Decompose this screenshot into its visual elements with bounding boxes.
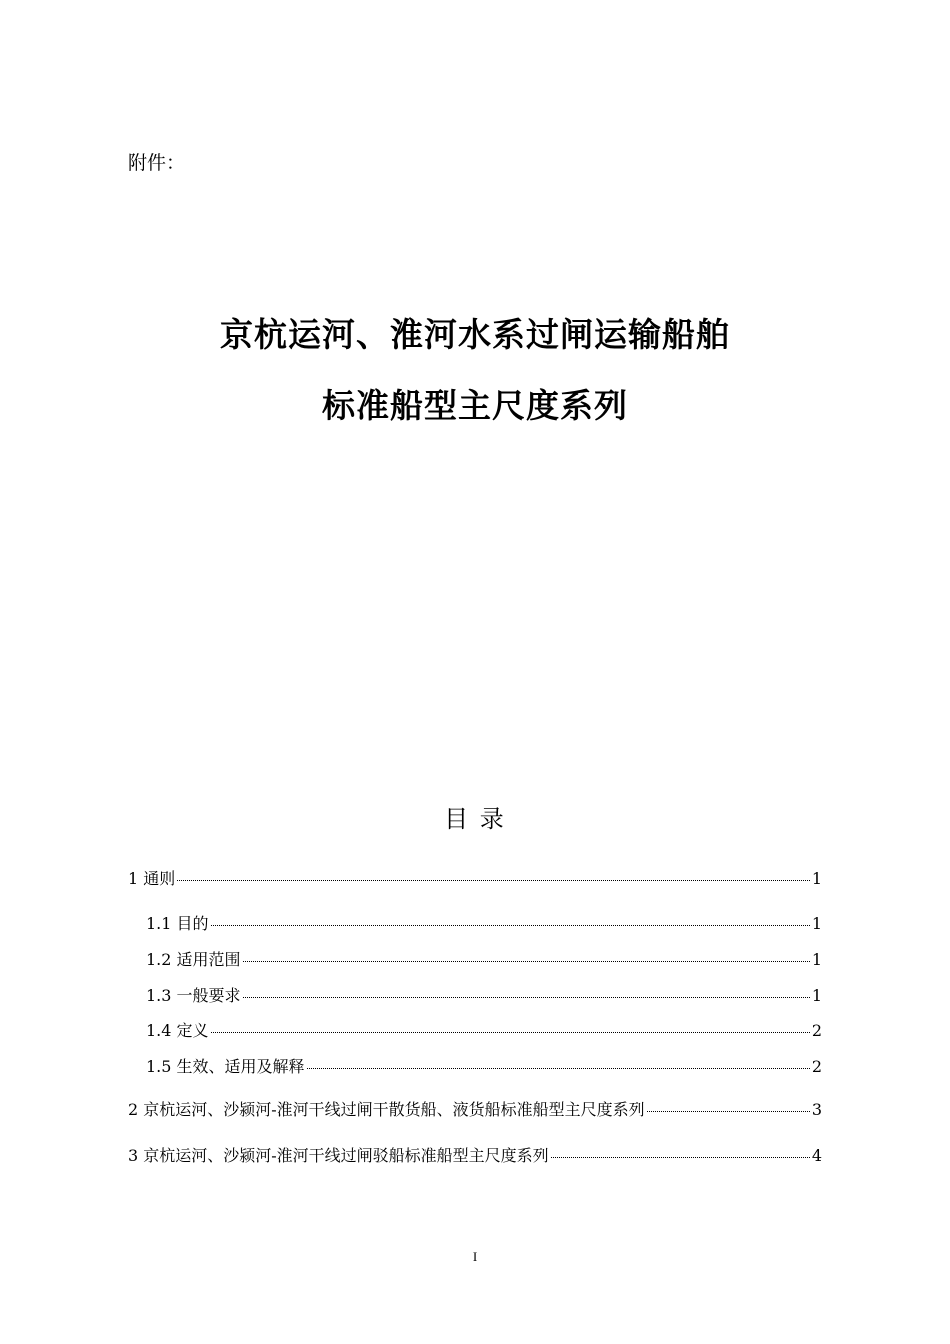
toc-page-number: 2 bbox=[811, 1021, 822, 1040]
toc-page-number: 4 bbox=[811, 1146, 822, 1165]
toc-entry-1-5[interactable] bbox=[146, 1056, 822, 1078]
toc-entry-text: 1.4 定义 bbox=[146, 1021, 209, 1040]
toc-entry-1-1[interactable] bbox=[146, 913, 822, 935]
toc-entry-text: 1 通则 bbox=[128, 869, 176, 888]
toc-page-number: 1 bbox=[811, 914, 822, 933]
toc-page-number: 2 bbox=[811, 1057, 822, 1076]
toc-entry-2[interactable] bbox=[128, 1099, 822, 1121]
document-title-line-2: 标准船型主尺度系列 bbox=[322, 386, 628, 425]
toc-entry-text: 2 京杭运河、沙颍河-淮河干线过闸干散货船、液货船标准船型主尺度系列 bbox=[128, 1100, 645, 1119]
toc-dot-leader bbox=[243, 996, 810, 998]
toc-entry-text: 3 京杭运河、沙颍河-淮河干线过闸驳船标准船型主尺度系列 bbox=[128, 1146, 549, 1165]
toc-dot-leader bbox=[211, 1031, 810, 1033]
toc-entry-text: 1.1 目的 bbox=[146, 914, 209, 933]
toc-dot-leader bbox=[551, 1156, 810, 1158]
toc-heading: 目 录 bbox=[444, 805, 506, 833]
toc-page-number: 1 bbox=[811, 950, 822, 969]
toc-page-number: 1 bbox=[811, 869, 822, 888]
toc-page-number: 1 bbox=[811, 986, 822, 1005]
toc-entry-1[interactable] bbox=[128, 868, 822, 890]
toc-dot-leader bbox=[211, 924, 810, 926]
toc-entry-1-2[interactable] bbox=[146, 949, 822, 971]
toc-entry-1-3[interactable] bbox=[146, 985, 822, 1007]
toc-page-number: 3 bbox=[811, 1100, 822, 1119]
page-number: I bbox=[472, 1249, 478, 1264]
toc-dot-leader bbox=[177, 879, 810, 881]
toc-dot-leader bbox=[307, 1067, 810, 1069]
toc-entry-1-4[interactable] bbox=[146, 1020, 822, 1042]
toc-entry-text: 1.5 生效、适用及解释 bbox=[146, 1057, 305, 1076]
toc-dot-leader bbox=[647, 1110, 810, 1112]
toc-entry-3[interactable] bbox=[128, 1145, 822, 1167]
toc-dot-leader bbox=[243, 960, 810, 962]
toc-entry-text: 1.2 适用范围 bbox=[146, 950, 241, 969]
toc-entry-text: 1.3 一般要求 bbox=[146, 986, 241, 1005]
document-title-line-1: 京杭运河、淮河水系过闸运输船舶 bbox=[220, 315, 730, 354]
attachment-label: 附件： bbox=[128, 152, 186, 174]
